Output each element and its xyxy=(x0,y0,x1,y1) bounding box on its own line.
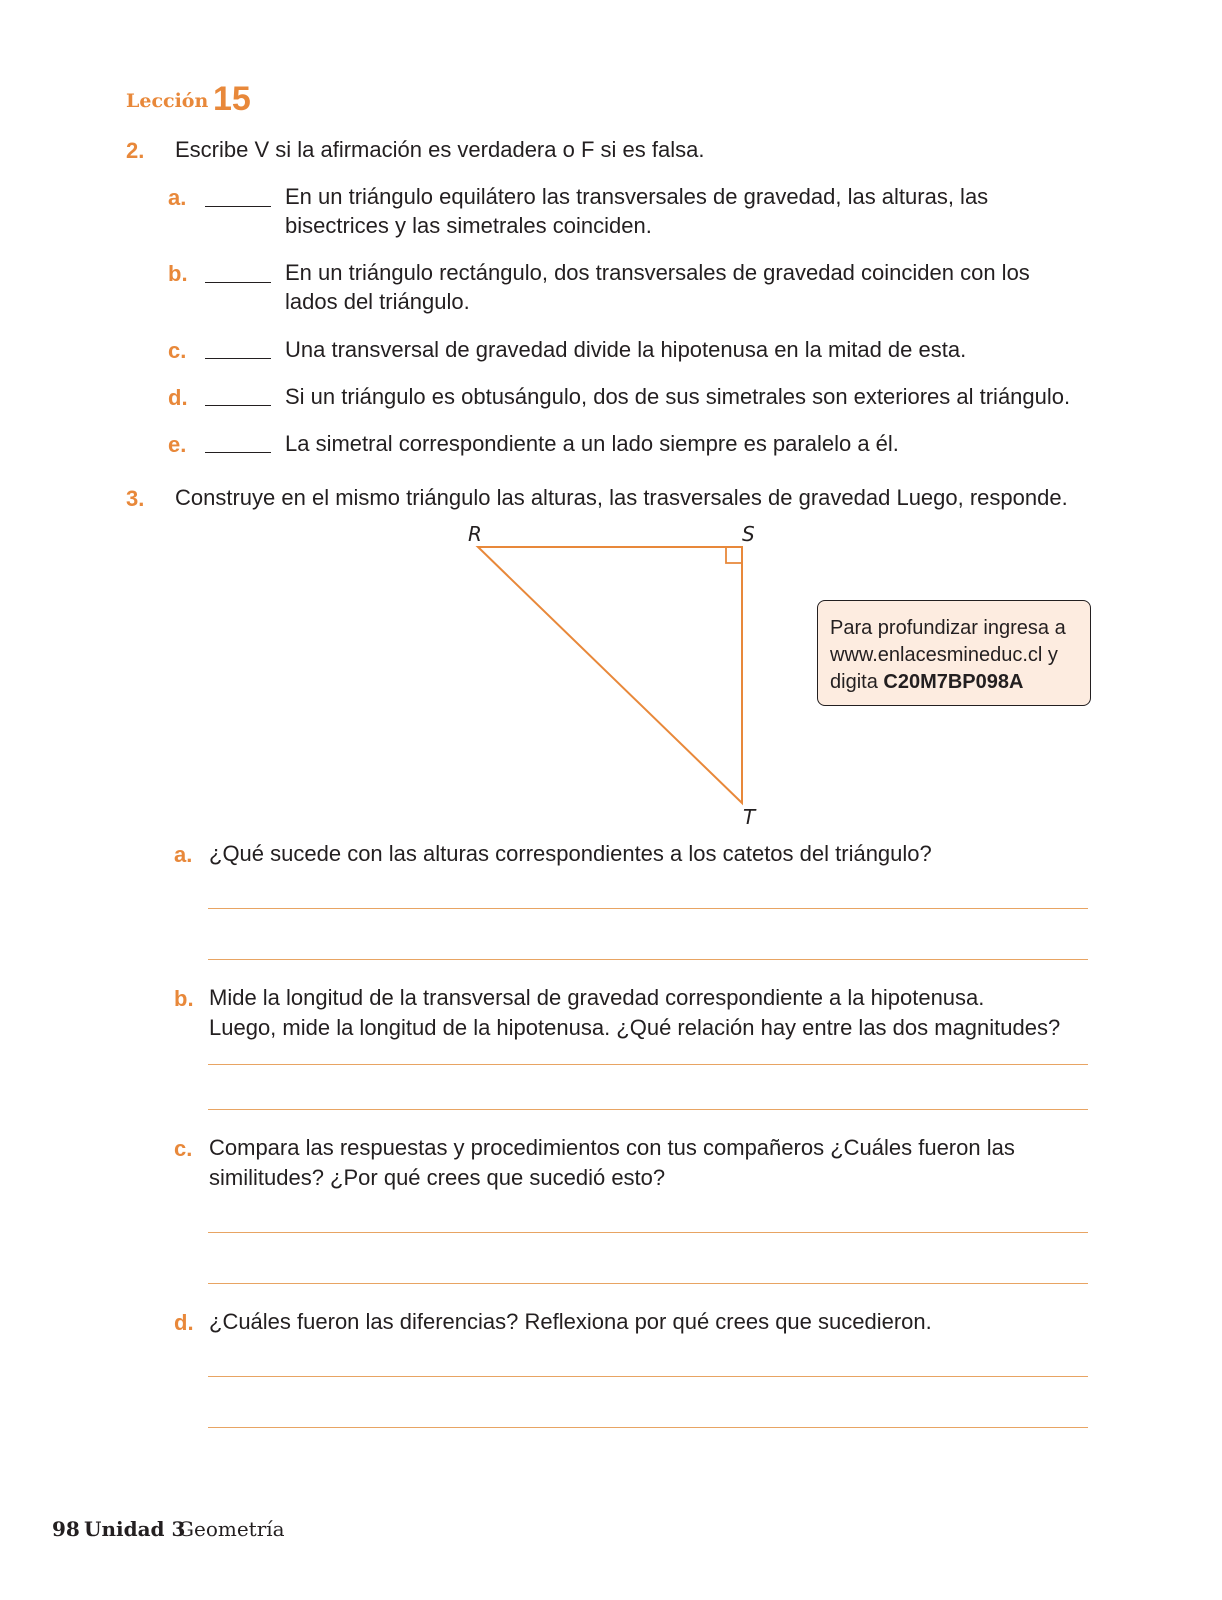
q2-item-c-statement: Una transversal de gravedad divide la hipotenusa en la mitad de esta. xyxy=(285,337,967,362)
q3-sub-d-answer-line-2[interactable] xyxy=(208,1427,1088,1428)
q3-sub-b-line1: Mide la longitud de la transversal de gravedad correspondiente a la hipotenusa. xyxy=(209,985,985,1010)
question-2-prompt: Escribe V si la afirmación es verdadera o F si es falsa. xyxy=(175,137,705,162)
info-box-code-prefix: digita xyxy=(830,671,884,693)
q3-sub-c-line1: Compara las respuestas y procedimientos con tus compañeros ¿Cuáles fueron las xyxy=(209,1135,1015,1160)
q3-sub-a-answer-line-2[interactable] xyxy=(208,959,1088,960)
q3-sub-a-letter: a. xyxy=(174,842,193,867)
lesson-label: Lección xyxy=(126,90,209,112)
question-3-prompt: Construye en el mismo triángulo las alturas, las trasversales de gravedad Luego, responde. xyxy=(175,485,1068,510)
unit-label: Unidad 3 xyxy=(84,1517,186,1541)
q2-item-a-answer-blank[interactable] xyxy=(205,206,271,207)
q3-sub-c-letter: c. xyxy=(174,1136,193,1161)
q3-sub-b-text xyxy=(209,983,1099,1043)
right-angle-mark xyxy=(726,547,742,563)
q3-sub-b-line2: Luego, mide la longitud de la hipotenusa. ¿Qué relación hay entre las dos magnitudes? xyxy=(209,1015,1061,1040)
triangle-figure xyxy=(440,515,780,825)
q2-item-b-line1: En un triángulo rectángulo, dos transversales de gravedad coinciden con los xyxy=(285,260,1030,285)
q3-sub-c-line2: similitudes? ¿Por qué crees que sucedió esto? xyxy=(209,1165,666,1190)
question-2-number: 2. xyxy=(126,138,145,163)
info-box-line3 xyxy=(830,669,1078,696)
q3-sub-d-answer-line-1[interactable] xyxy=(208,1376,1088,1377)
lesson-number: 15 xyxy=(213,80,251,118)
q2-item-b-answer-blank[interactable] xyxy=(205,282,271,283)
q3-sub-c-answer-line-1[interactable] xyxy=(208,1232,1088,1233)
info-box-url: www.enlacesmineduc.cl y xyxy=(830,644,1058,666)
q3-sub-d-text: ¿Cuáles fueron las diferencias? Reflexiona por qué crees que sucedieron. xyxy=(209,1309,932,1334)
info-box-line1: Para profundizar ingresa a xyxy=(830,617,1066,639)
page-number: 98 xyxy=(52,1517,80,1541)
q2-item-a-line1: En un triángulo equilátero las transversales de gravedad, las alturas, las xyxy=(285,184,989,209)
q2-item-d-answer-blank[interactable] xyxy=(205,405,271,406)
q2-item-b-line2: lados del triángulo. xyxy=(285,289,470,314)
q3-sub-c-answer-line-2[interactable] xyxy=(208,1283,1088,1284)
q2-item-c-answer-blank[interactable] xyxy=(205,358,271,359)
vertex-t-label: T xyxy=(743,805,756,825)
vertex-r-label: R xyxy=(468,522,482,546)
q2-item-a-line2: bisectrices y las simetrales coinciden. xyxy=(285,213,652,238)
q3-sub-d-letter: d. xyxy=(174,1310,194,1335)
q3-sub-a-answer-line-1[interactable] xyxy=(208,908,1088,909)
triangle-rst xyxy=(478,547,742,803)
q3-sub-c-text xyxy=(209,1133,1099,1193)
q2-item-e-answer-blank[interactable] xyxy=(205,452,271,453)
q2-item-a-letter: a. xyxy=(168,185,187,210)
q2-item-d-statement: Si un triángulo es obtusángulo, dos de sus simetrales son exteriores al triángulo. xyxy=(285,384,1071,409)
info-box-code: C20M7BP098A xyxy=(883,671,1024,693)
q2-item-e-letter: e. xyxy=(168,432,187,457)
q2-item-b-statement xyxy=(285,258,1095,316)
vertex-s-label: S xyxy=(742,522,755,546)
q3-sub-b-letter: b. xyxy=(174,986,194,1011)
q2-item-c-letter: c. xyxy=(168,338,187,363)
info-box xyxy=(817,600,1091,706)
question-3-number: 3. xyxy=(126,486,145,511)
q2-item-b-letter: b. xyxy=(168,261,188,286)
q3-sub-b-answer-line-2[interactable] xyxy=(208,1109,1088,1110)
q3-sub-b-answer-line-1[interactable] xyxy=(208,1064,1088,1065)
q2-item-d-letter: d. xyxy=(168,385,188,410)
topic-label: Geometría xyxy=(178,1517,285,1541)
q3-sub-a-text: ¿Qué sucede con las alturas correspondientes a los catetos del triángulo? xyxy=(209,841,932,866)
q2-item-a-statement xyxy=(285,182,1095,240)
q2-item-e-statement: La simetral correspondiente a un lado siempre es paralelo a él. xyxy=(285,431,899,456)
